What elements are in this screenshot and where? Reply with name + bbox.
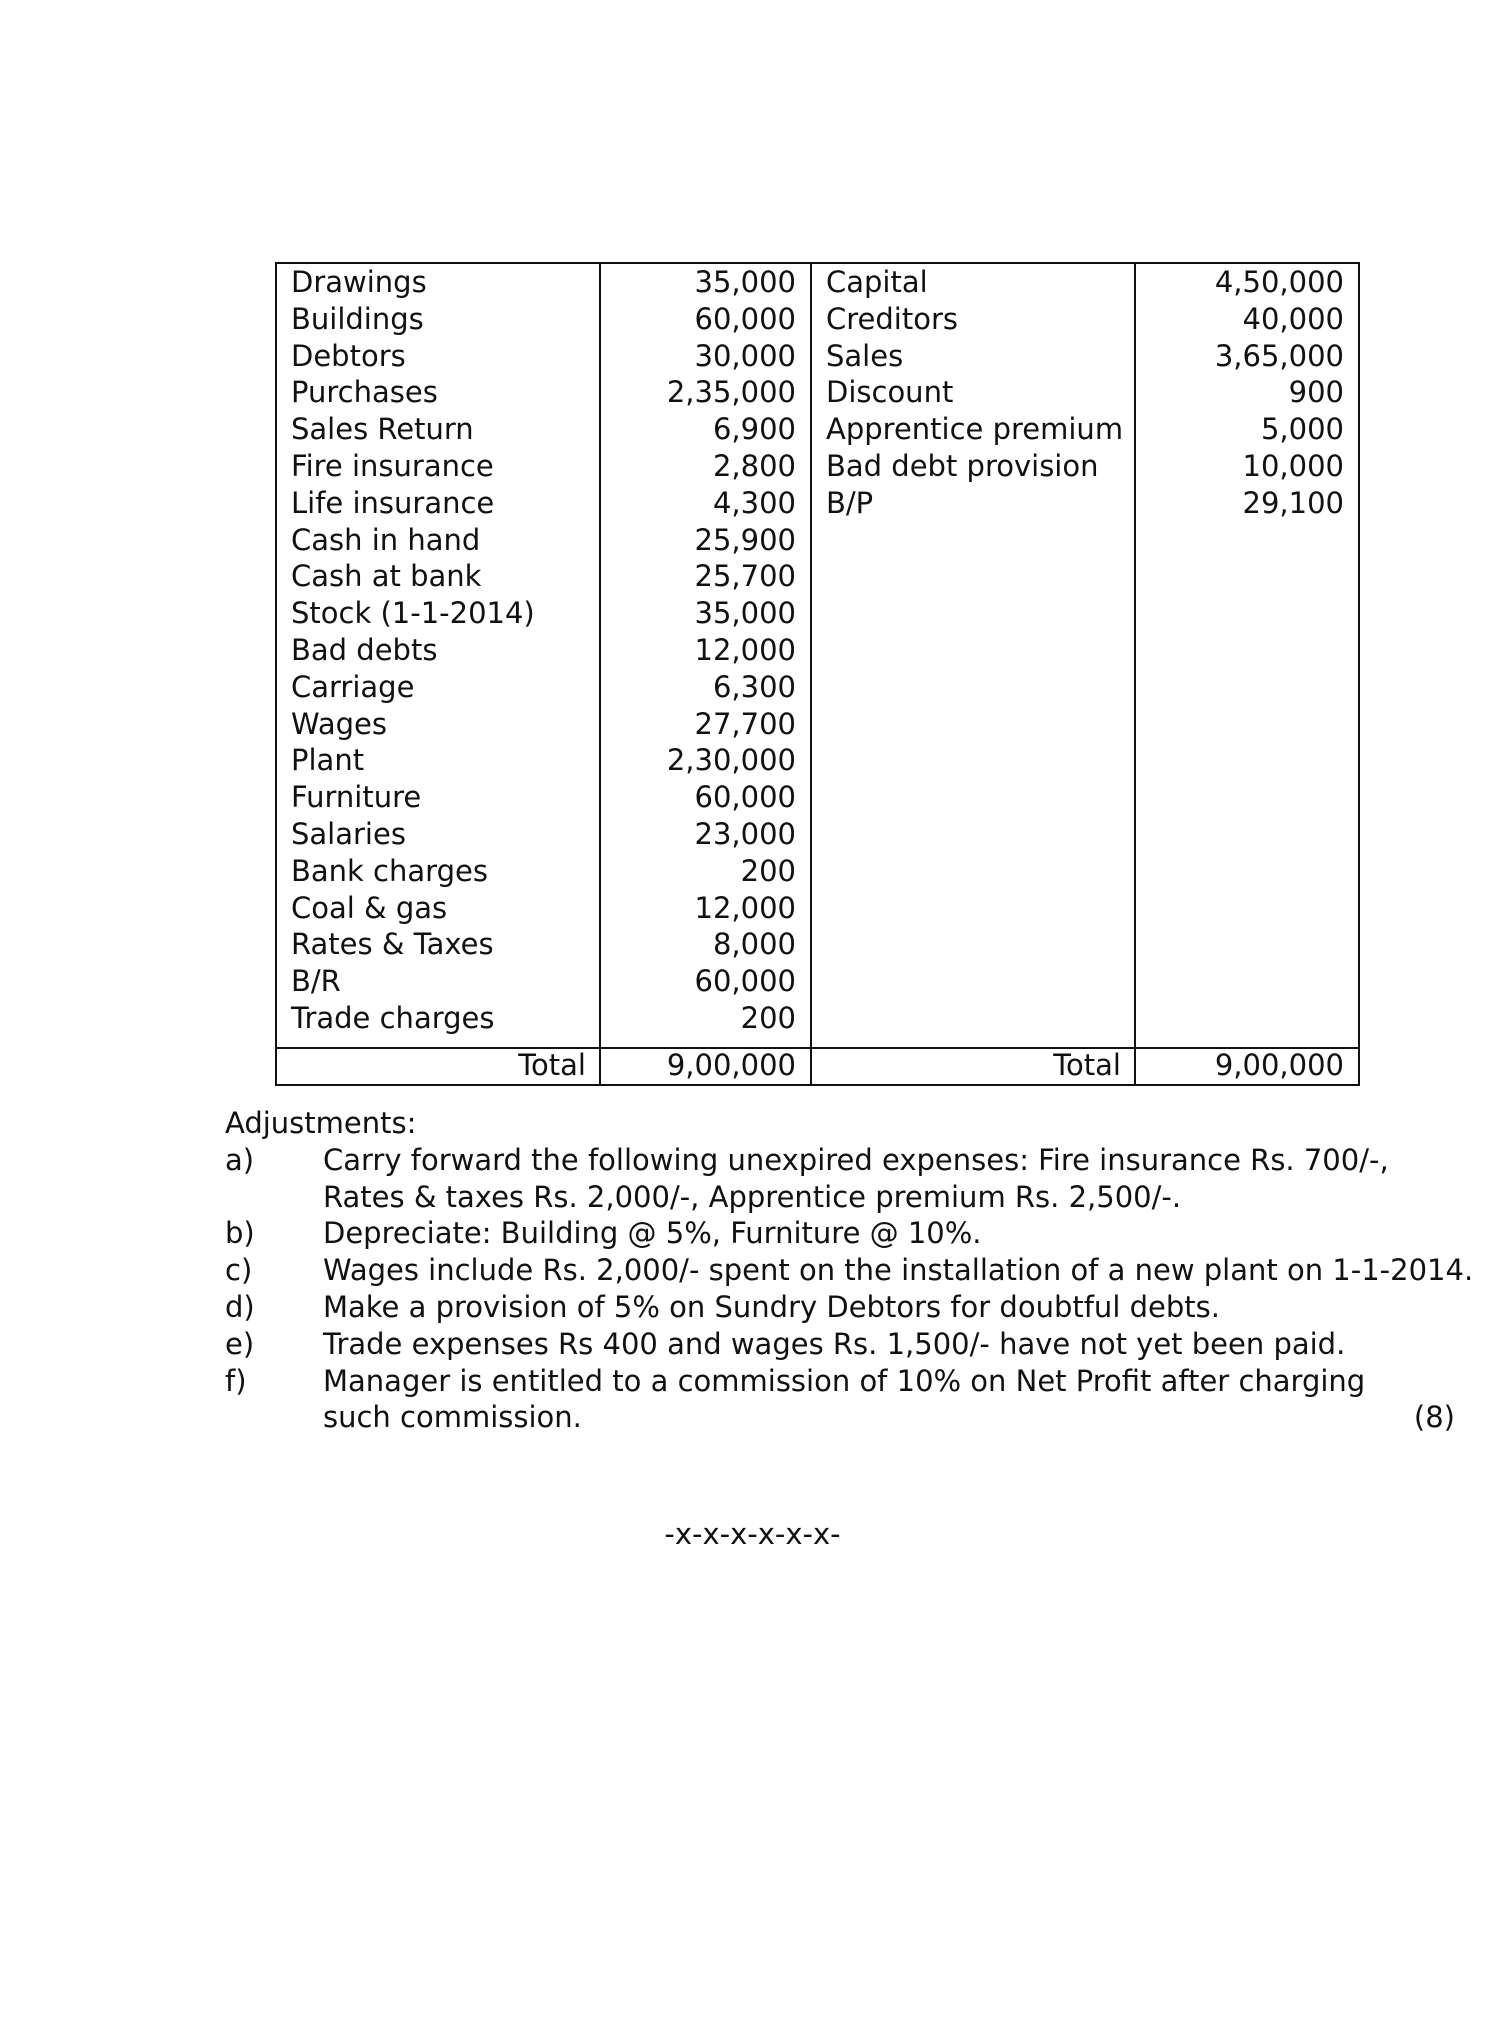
adjustment-letter: b) [225,1216,255,1251]
adjustment-item [225,1289,1485,1326]
debit-account-amount: 12,000 [694,890,796,925]
debit-account-amount: 8,000 [712,927,796,962]
adjustment-letter: d) [225,1289,255,1324]
debit-account-name: Drawings [291,265,427,299]
credit-account-name: Sales [826,338,904,373]
adjustment-item [225,1252,1485,1289]
debit-account-name: Plant [291,743,365,778]
debit-account-amount: 2,800 [712,448,796,483]
divider [810,264,812,1084]
debit-account-name: Fire insurance [291,448,494,483]
debit-account-name: Coal & gas [291,890,448,925]
adjustment-text-line: Make a provision of 5% on Sundry Debtors for doubtful debts. [323,1289,1220,1324]
debit-account-name: Salaries [291,816,406,851]
debit-account-name: Life insurance [291,485,495,520]
debit-account-amount: 2,30,000 [666,743,796,778]
credit-total-amount: 9,00,000 [1214,1048,1344,1082]
debit-names-column [277,264,600,1037]
marks-label: (8) [1413,1400,1455,1435]
debit-account-name: Wages [291,706,387,741]
credit-account-amount: 29,100 [1242,485,1344,520]
debit-account-name: Bad debts [291,632,438,667]
debit-account-amount: 6,900 [712,412,796,447]
debit-account-amount: 4,300 [712,485,796,520]
debit-account-name: Debtors [291,338,406,373]
debit-account-amount: 35,000 [694,265,796,299]
debit-account-name: Cash in hand [291,522,481,557]
debit-account-name: Bank charges [291,853,488,888]
debit-account-name: Trade charges [291,1000,495,1035]
credit-account-amount: 10,000 [1242,448,1344,483]
adjustment-item [225,1142,1485,1216]
adjustments-heading: Adjustments: [225,1106,417,1140]
debit-account-amount: 200 [740,853,796,888]
adjustment-letter: a) [225,1142,255,1177]
adjustment-text-line: Rates & taxes Rs. 2,000/-, Apprentice premium Rs. 2,500/-. [323,1179,1182,1214]
debit-account-name: Cash at bank [291,559,482,594]
debit-total-amount: 9,00,000 [666,1048,796,1082]
trial-balance-table [275,262,1360,1086]
debit-total-label: Total [518,1048,586,1082]
adjustment-item [225,1215,1485,1252]
adjustments-list [225,1142,1485,1436]
adjustment-text-line: Carry forward the following unexpired expenses: Fire insurance Rs. 700/-, [323,1142,1389,1177]
credit-account-name: Apprentice premium [826,412,1124,447]
credit-account-amount: 5,000 [1260,412,1344,447]
credit-account-amount: 4,50,000 [1214,265,1344,299]
adjustment-item [225,1363,1485,1437]
debit-account-amount: 6,300 [712,669,796,704]
page-footer: -x-x-x-x-x-x- [664,1517,841,1551]
adjustment-letter: c) [225,1253,253,1288]
credit-account-name: Bad debt provision [826,448,1099,483]
adjustment-text-line: such commission. [323,1400,582,1435]
debit-account-name: Furniture [291,780,422,815]
adjustment-text-line: Wages include Rs. 2,000/- spent on the installation of a new plant on 1-1-2014. [323,1253,1474,1288]
adjustment-text-line: Depreciate: Building @ 5%, Furniture @ 10%. [323,1216,982,1251]
debit-account-name: Buildings [291,301,424,336]
debit-account-amount: 12,000 [694,632,796,667]
debit-account-amount: 200 [740,1000,796,1035]
adjustment-letter: f) [225,1363,247,1398]
debit-account-amount: 30,000 [694,338,796,373]
credit-total-label: Total [1053,1048,1121,1082]
total-row [277,1047,1358,1084]
credit-account-amount: 900 [1288,375,1344,410]
debit-account-name: Rates & Taxes [291,927,494,962]
adjustments-section [225,1105,1485,1436]
credit-account-name: Capital [826,265,928,299]
debit-account-name: Sales Return [291,412,474,447]
debit-account-amount: 25,900 [694,522,796,557]
debit-account-amount: 25,700 [694,559,796,594]
debit-account-amount: 23,000 [694,816,796,851]
adjustment-item [225,1326,1485,1363]
debit-account-amount: 60,000 [694,780,796,815]
adjustment-letter: e) [225,1326,255,1361]
debit-account-name: Carriage [291,669,415,704]
divider [599,264,601,1084]
credit-account-name: B/P [826,485,874,520]
adjustment-text-line: Trade expenses Rs 400 and wages Rs. 1,500/- have not yet been paid. [323,1326,1346,1361]
debit-account-amount: 2,35,000 [666,375,796,410]
debit-account-amount: 27,700 [694,706,796,741]
credit-account-name: Creditors [826,301,958,336]
credit-amounts-column [1135,264,1358,522]
credit-account-amount: 40,000 [1242,301,1344,336]
debit-account-amount: 35,000 [694,596,796,631]
credit-account-amount: 3,65,000 [1214,338,1344,373]
debit-account-name: Stock (1-1-2014) [291,596,535,631]
debit-account-name: B/R [291,964,341,999]
debit-account-amount: 60,000 [694,301,796,336]
debit-account-amount: 60,000 [694,964,796,999]
adjustment-text-line: Manager is entitled to a commission of 10% on Net Profit after charging [323,1363,1366,1398]
credit-account-name: Discount [826,375,954,410]
credit-names-column [812,264,1135,522]
divider [1134,264,1136,1084]
debit-amounts-column [600,264,810,1037]
debit-account-name: Purchases [291,375,438,410]
